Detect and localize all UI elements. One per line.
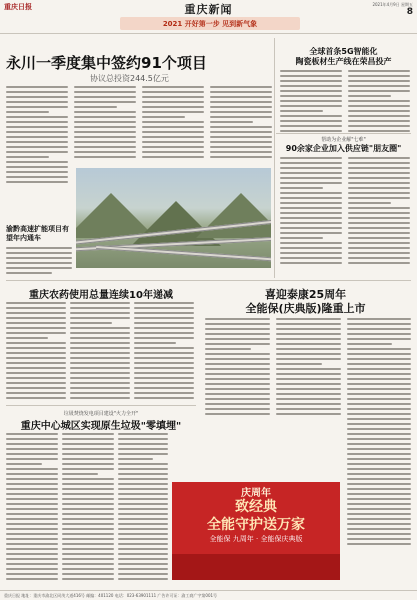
section2-body-col1 [6,302,66,402]
section-divider [6,280,411,281]
section3-body-col1 [6,433,58,583]
right-top-body-col1 [280,70,342,135]
page-footer: 重庆日报 地址：重庆市渝北区同茂大道416号 邮编：401120 电话：023-63901111 广告许可证：渝工商广字第001号 [0,590,417,600]
right-lower-body-col1 [205,318,270,418]
ad-top: 庆周年 [241,488,271,499]
right-top-headline [276,47,411,67]
section3-kicker: 垃圾焚烧发电项目建设"火力全开" [63,411,139,417]
section3-body-col3 [118,433,168,583]
issue-date: 2021年4月9日 星期五 [372,2,413,7]
right-top-headline-line1: 全球首条5G智能化 [309,47,378,56]
lead-body-col4 [210,86,272,161]
ad-slogan: 全能保 九周年 · 全能保庆典版 [209,535,303,543]
right-lower-body-col3 [347,318,411,548]
insurance-advertisement [172,482,340,580]
section3-headline: 重庆中心城区实现原生垃圾"零填埋" [20,421,182,432]
section2-headline: 重庆农药使用总量连续10年递减 [29,290,173,301]
ad-band [172,554,340,580]
right-divider [276,133,411,134]
section2-body-col3 [134,302,194,402]
right-lower-body-col2 [276,318,341,418]
column-divider [274,38,275,278]
right-mid-body-col1 [280,157,342,267]
right-mid-headline: 90余家企业加入供应链"朋友圈" [285,144,402,153]
right-mid-body-col2 [348,157,410,267]
right-lower-headline-line1: 喜迎泰康25周年 [264,288,347,301]
section3-divider [6,405,196,406]
lead-headline: 永川一季度集中签约91个项目 [6,54,207,72]
section3-body-col2 [62,433,114,583]
banner-text: 2021 开好第一步 见到新气象 [162,20,258,28]
right-top-headline-line2: 陶瓷板材生产线在荣昌投产 [295,57,392,66]
lead-body-col3 [142,86,204,161]
paper-name: 重庆日报 [4,3,32,11]
slogan-banner [120,17,300,30]
ad-title-line1: 致经典 [235,499,277,515]
page-number: 8 [406,7,413,17]
lead-subhead: 协议总投资244.5亿元 [90,74,169,83]
section2-body-col2 [70,302,130,402]
right-mid-kicker: 帮助为企业解"七难" [321,137,366,143]
side-story-headline: 渝黔高速扩能项目有望年内通车 [6,225,69,242]
lead-body-col1 [6,86,68,186]
ad-title-line2: 全能守护送万家 [207,517,305,533]
side-story [6,225,72,277]
right-top-body-col2 [348,70,410,135]
masthead [0,0,417,34]
right-lower-headline-line2: 全能保(庆典版)隆重上市 [245,302,366,315]
section-title: 重庆新闻 [184,3,233,16]
highway-photo [76,168,271,268]
lead-body-col2 [74,86,136,161]
